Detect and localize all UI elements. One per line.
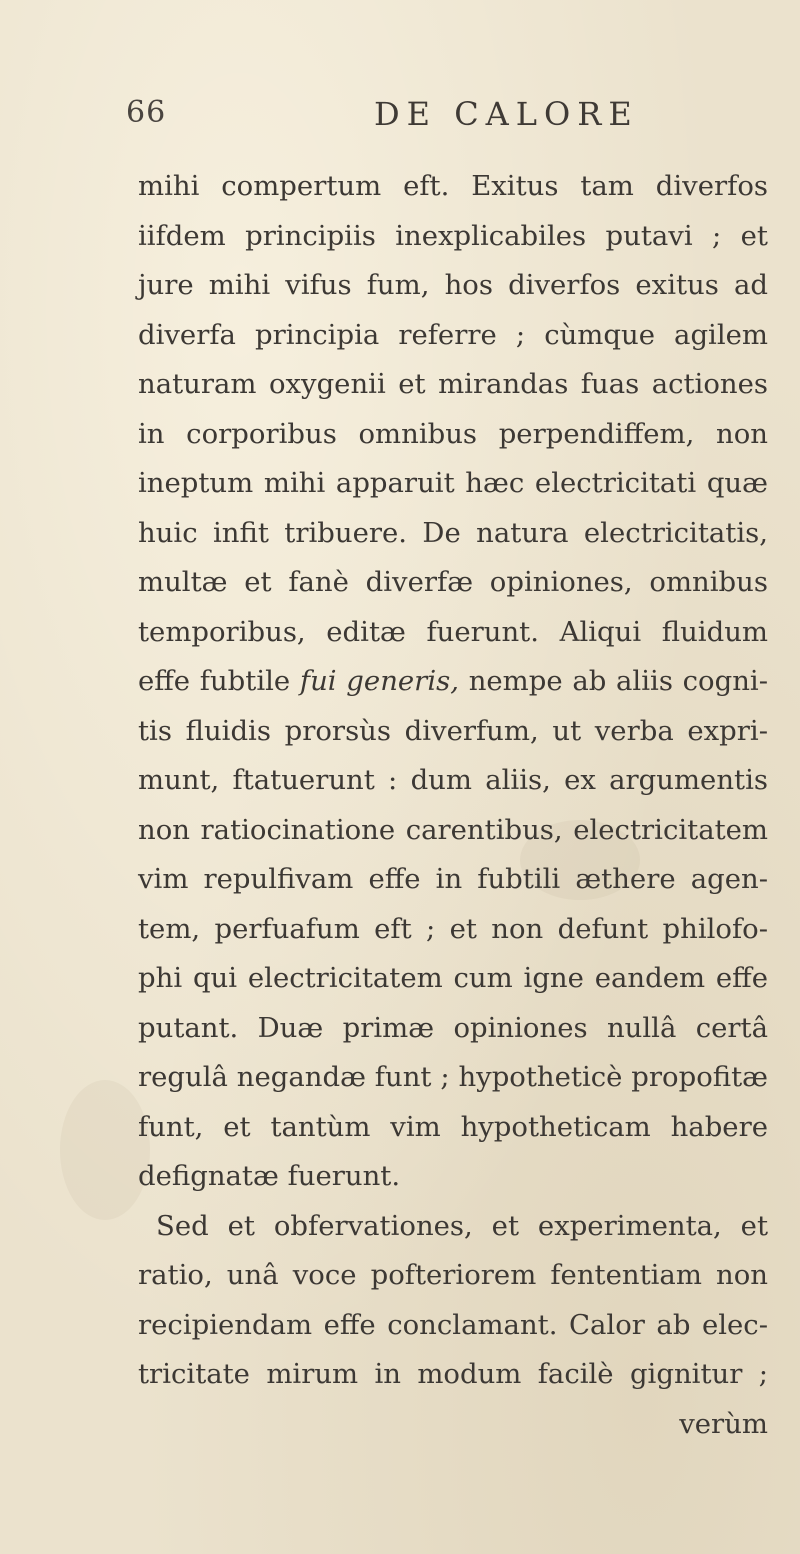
paragraph-end-line: defignatæ fuerunt. xyxy=(138,1160,401,1192)
roman-run: effe fubtile xyxy=(138,665,291,697)
text-line: ineptum mihi apparuit hæc electricitati quæ xyxy=(138,467,768,499)
text-line: mihi compertum eft. Exitus tam diverfos xyxy=(138,170,768,202)
text-line: jure mihi vifus fum, hos diverfos exitus ad xyxy=(138,269,768,301)
text-line: phi qui electricitatem cum igne eandem effe xyxy=(138,962,768,994)
body-text xyxy=(138,162,768,1449)
text-line: in corporibus omnibus perpendiffem, non xyxy=(138,417,768,450)
text-line: diverfa principia referre ; cùmque agilem xyxy=(138,318,768,351)
text-line: tem, perfuafum eft ; et non defunt philofo- xyxy=(138,912,768,945)
text-line: regulâ negandæ funt ; hypotheticè propofitæ xyxy=(138,1061,768,1093)
text-line: iifdem principiis inexplicabiles putavi ; et xyxy=(138,219,768,252)
paper-stain xyxy=(60,1080,150,1220)
text-line: putant. Duæ primæ opiniones nullâ certâ xyxy=(138,1011,768,1044)
running-title: DE CALORE xyxy=(374,95,639,133)
text-line-mixed xyxy=(138,657,768,707)
text-line: ratio, unâ voce pofteriorem fententiam non xyxy=(138,1259,768,1291)
text-line: recipiendam effe conclamant. Calor ab elec- xyxy=(138,1308,768,1341)
text-line: temporibus, editæ fuerunt. Aliqui fluidum xyxy=(138,615,768,648)
text-line: huic infit tribuere. De natura electricitatis, xyxy=(138,516,768,549)
paragraph-start-line: Sed et obfervationes, et experimenta, et xyxy=(156,1209,768,1242)
text-line: tricitate mirum in modum facilè gignitur ; xyxy=(138,1358,768,1390)
page-number: 66 xyxy=(126,95,167,130)
text-line: funt, et tantùm vim hypotheticam habere xyxy=(138,1110,768,1143)
roman-run: nempe ab aliis cogni- xyxy=(468,665,768,697)
catchword: verùm xyxy=(679,1407,768,1440)
text-line: munt, ftatuerunt : dum aliis, ex argumentis xyxy=(138,764,768,796)
text-line: non ratiocinatione carentibus, electricitatem xyxy=(138,813,768,846)
text-line: naturam oxygenii et mirandas fuas actiones xyxy=(138,368,768,400)
running-head xyxy=(126,95,766,145)
text-line: multæ et fanè diverfæ opiniones, omnibus xyxy=(138,566,768,598)
italic-run: fui generis, xyxy=(299,665,459,697)
text-line: tis fluidis prorsùs diverfum, ut verba expri- xyxy=(138,714,768,747)
text-line: vim repulfivam effe in fubtili æthere agen- xyxy=(138,863,768,895)
